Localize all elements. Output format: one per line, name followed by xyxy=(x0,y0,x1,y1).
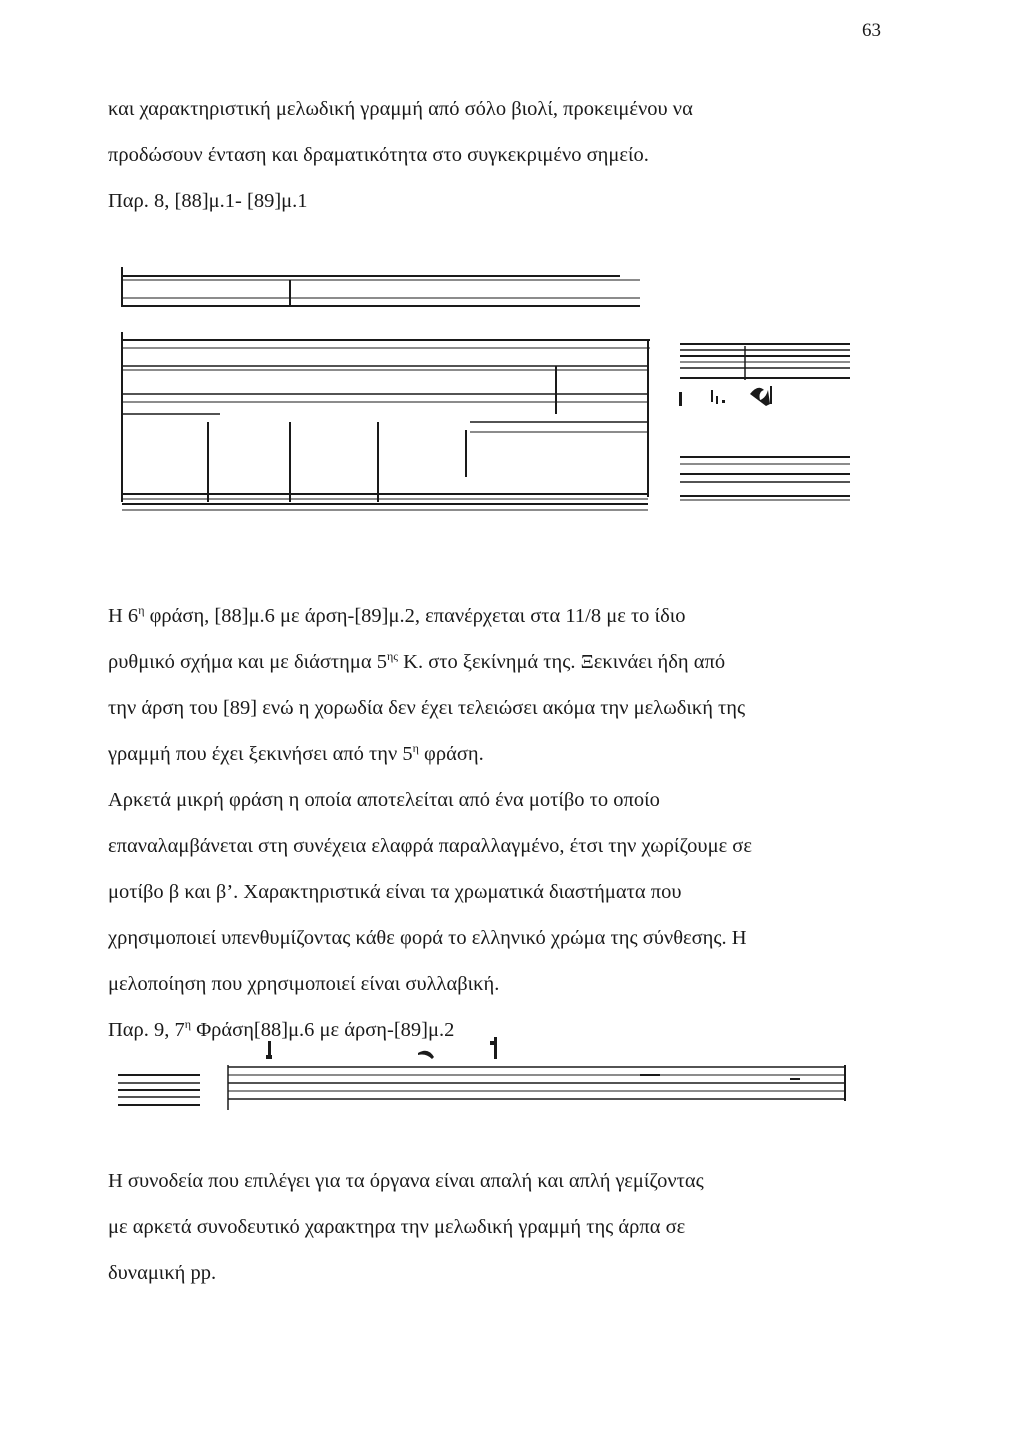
paragraph-intro xyxy=(108,86,988,224)
text-segment: φράση, [88]μ.6 με άρση-[89]μ.2, επανέρχεται στα 11/8 με το ίδιο ρυθμικό σχήμα και με διάστημα 5 xyxy=(108,605,686,673)
page-number: 63 xyxy=(862,20,881,41)
text-line: προδώσουν ένταση και δραματικότητα στο συγκεκριμένο σημείο. xyxy=(108,144,649,166)
superscript: η xyxy=(138,603,145,617)
text-line: με αρκετά συνοδευτικό χαρακτηρα την μελωδική γραμμή της άρπα σε xyxy=(108,1216,686,1238)
paragraph-accompaniment xyxy=(108,1158,988,1296)
superscript: η xyxy=(184,1017,192,1031)
example-caption: Φράση[88]μ.6 με άρση-[89]μ.2 xyxy=(191,1019,455,1041)
superscript: ης xyxy=(386,649,399,663)
text-line: και χαρακτηριστική μελωδική γραμμή από σόλο βιολί, προκειμένου να xyxy=(108,98,693,120)
text-line: Η συνοδεία που επιλέγει για τα όργανα είναι απαλή και απλή γεμίζοντας xyxy=(108,1170,704,1192)
music-example-9 xyxy=(100,1035,860,1115)
text-segment: Κ. στο ξεκίνημά της. Ξεκινάει ήδη από την άρση του [89] ενώ η χορωδία δεν έχει τελειώσει ακόμα την μελωδική της γραμμή που έχει ξεκινήσει από την 5 xyxy=(108,651,746,765)
example-caption: Παρ. 8, [88]μ.1- [89]μ.1 xyxy=(108,190,308,212)
text-segment: Η 6 xyxy=(108,605,139,627)
superscript: η xyxy=(412,741,419,755)
text-line: δυναμική pp. xyxy=(108,1262,217,1284)
text-segment: φράση. Αρκετά μικρή φράση η οποία αποτελείται από ένα μοτίβο το οποίο επαναλαμβάνεται στη συνέχεια ελαφρά παραλλαγμένο, έτσι την χωρίζουμε σε μοτίβο β και β’. Χαρακτηριστικά είναι τα χρωματικά διαστήματα που χρησιμοποιεί υπενθυμίζοντας κάθε φορά το ελληνικό χρώμα της σύνθεσης. Η μελοποίηση που χρησιμοποιεί είναι συλλαβική. Παρ. 9, 7 xyxy=(108,743,752,1041)
paragraph-analysis xyxy=(108,593,988,1053)
music-score-image xyxy=(100,1035,860,1115)
music-score-image xyxy=(100,262,860,532)
music-example-8 xyxy=(100,262,860,532)
